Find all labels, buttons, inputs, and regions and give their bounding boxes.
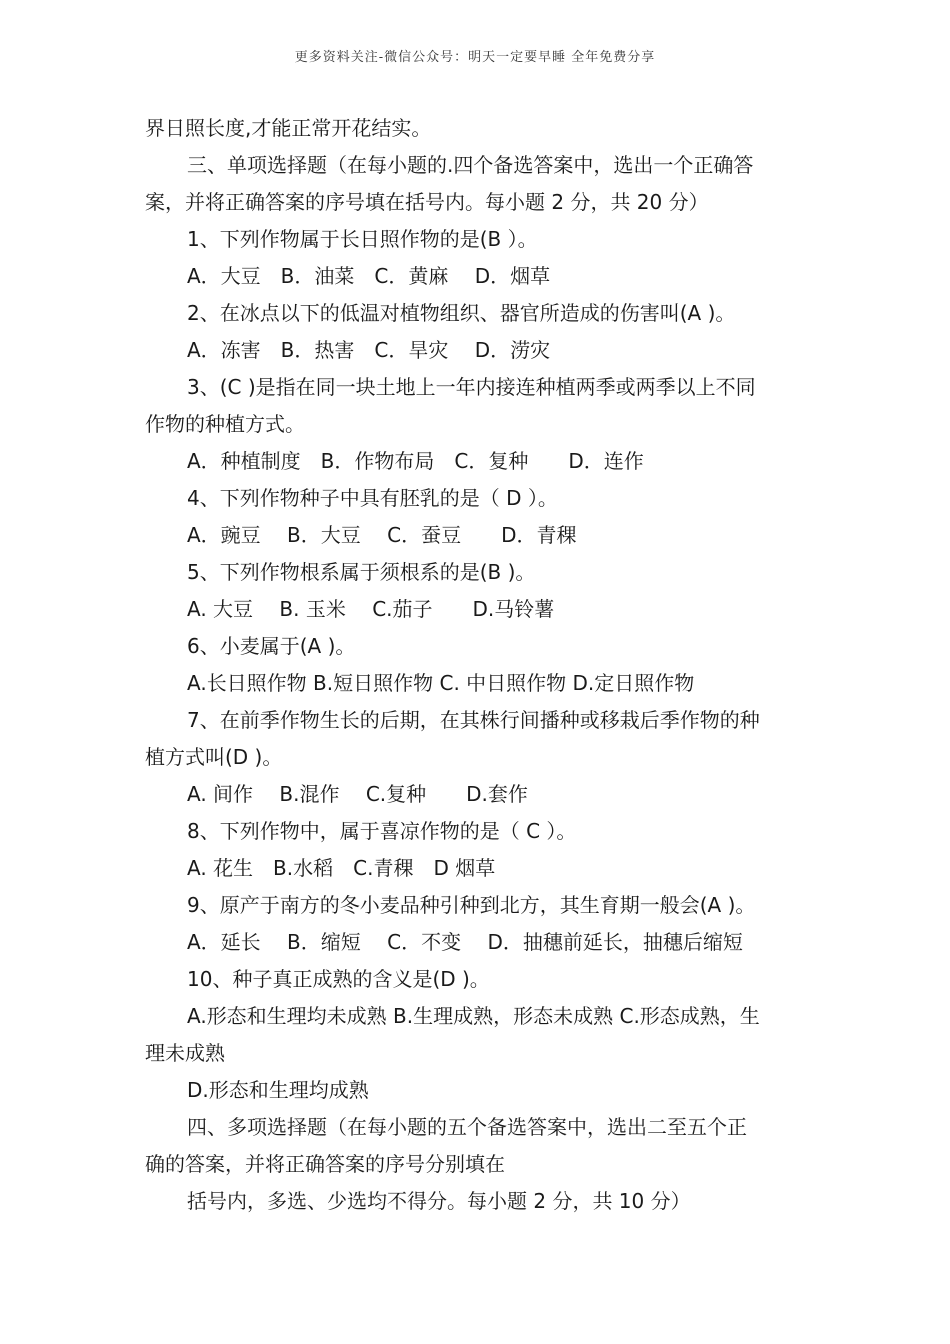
question-7: 7、在前季作物生长的后期，在其株行间播种或移栽后季作物的种 — [187, 708, 760, 732]
question-7-cont: 植方式叫(D )。 — [145, 745, 283, 769]
question-10-options: A.形态和生理均未成熟 B.生理成熟，形态未成熟 C.形态成熟，生 — [187, 1004, 760, 1028]
question-5: 5、下列作物根系属于须根系的是(B )。 — [187, 560, 536, 584]
question-3-cont: 作物的种植方式。 — [145, 412, 305, 436]
text-line-1: 界日照长度,才能正常开花结实。 — [145, 116, 432, 140]
question-1-options: A．大豆 B．油菜 C．黄麻 D．烟草 — [187, 264, 551, 288]
question-6-options: A.长日照作物 B.短日照作物 C. 中日照作物 D.定日照作物 — [187, 671, 695, 695]
question-6: 6、小麦属于(A )。 — [187, 634, 356, 658]
section-three-heading: 三、单项选择题（在每小题的.四个备选答案中，选出一个正确答 — [187, 153, 754, 177]
question-7-options: A. 间作 B.混作 C.复种 D.套作 — [187, 782, 528, 806]
section-four-heading-cont: 确的答案，并将正确答案的序号分别填在 — [145, 1152, 505, 1176]
section-four-heading-end: 括号内，多选、少选均不得分。每小题 2 分，共 10 分） — [187, 1189, 691, 1213]
question-10-options-cont: 理未成熟 — [145, 1041, 225, 1065]
question-9-options: A．延长 B．缩短 C．不变 D．抽穗前延长，抽穗后缩短 — [187, 930, 743, 954]
document-body — [145, 110, 810, 1220]
question-10-option-d: D.形态和生理均成熟 — [187, 1078, 369, 1102]
question-2-options: A．冻害 B．热害 C．旱灾 D．涝灾 — [187, 338, 551, 362]
question-1: 1、下列作物属于长日照作物的是(B ）。 — [187, 227, 538, 251]
question-4-options: A．豌豆 B．大豆 C．蚕豆 D．青稞 — [187, 523, 577, 547]
question-3-options: A．种植制度 B．作物布局 C．复种 D．连作 — [187, 449, 644, 473]
question-3: 3、(C )是指在同一块土地上一年内接连种植两季或两季以上不同 — [187, 375, 756, 399]
question-8-options: A. 花生 B.水稻 C.青稞 D 烟草 — [187, 856, 496, 880]
question-8: 8、下列作物中，属于喜凉作物的是（ C ）。 — [187, 819, 577, 843]
question-2: 2、在冰点以下的低温对植物组织、器官所造成的伤害叫(A )。 — [187, 301, 736, 325]
section-three-heading-cont: 案，并将正确答案的序号填在括号内。每小题 2 分，共 20 分） — [145, 190, 709, 214]
question-9: 9、原产于南方的冬小麦品种引种到北方，其生育期一般会(A )。 — [187, 893, 756, 917]
page-header: 更多资料关注-微信公众号：明天一定要早睡 全年免费分享 — [294, 50, 656, 65]
question-5-options: A. 大豆 B. 玉米 C.茄子 D.马铃薯 — [187, 597, 555, 621]
question-10: 10、种子真正成熟的含义是(D )。 — [187, 967, 490, 991]
section-four-heading: 四、多项选择题（在每小题的五个备选答案中，选出二至五个正 — [187, 1115, 747, 1139]
question-4: 4、下列作物种子中具有胚乳的是（ D ）。 — [187, 486, 558, 510]
